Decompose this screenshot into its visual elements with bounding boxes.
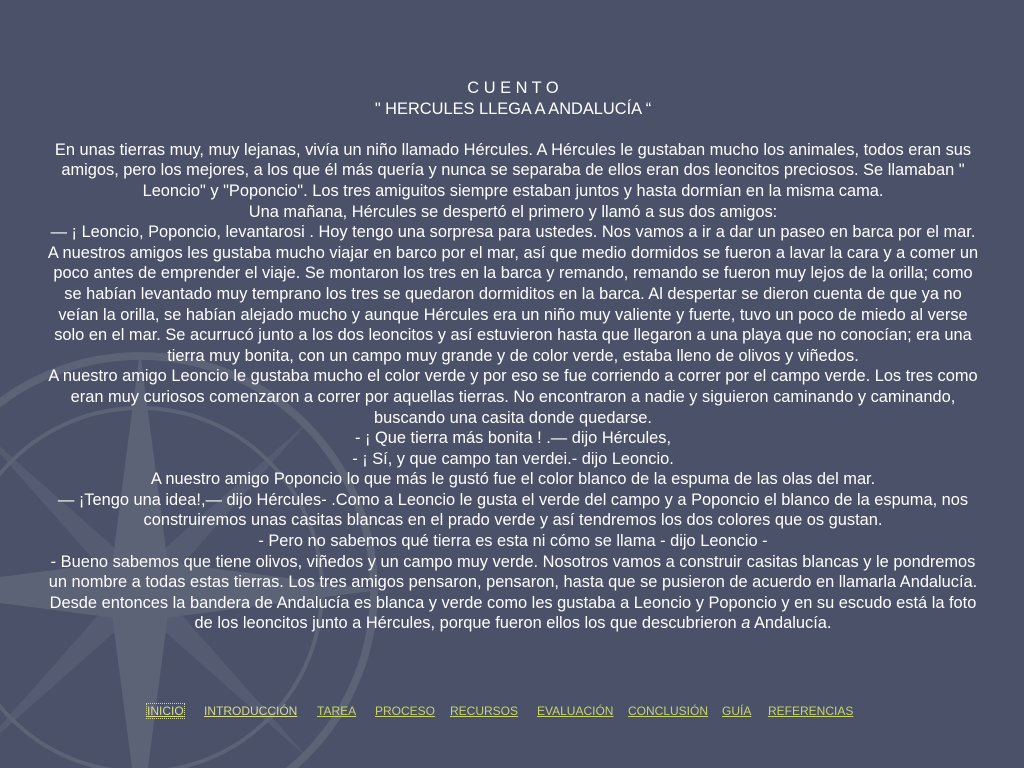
- story-paragraph: Una mañana, Hércules se despertó el primero y llamó a sus dos amigos:: [248, 202, 778, 221]
- story-final-italic: a: [741, 614, 751, 633]
- story-final-paragraph: [44, 552, 982, 634]
- story-title: " HERCULES LLEGA A ANDALUCÍA “: [374, 99, 652, 118]
- story-final-end: Andalucía.: [750, 614, 832, 633]
- story-paragraph: A nuestro amigo Leoncio le gustaba mucho el color verde y por eso se fue corriendo a correr por el campo verde. Los tres como eran muy curiosos comenzaron a correr por aquellas tierras. No encontraron a nadie y siguieron caminando y caminando, buscando una casita donde quedarse.: [48, 367, 978, 427]
- story-paragraph: A nuestros amigos les gustaba mucho viajar en barco por el mar, así que medio dormidos se fueron a lavar la cara y a comer un poco antes de emprender el viaje. Se montaron los tres en la barca y remando, remando se fueron muy lejos de la orilla; como se habían levantado muy temprano los tres se quedaron dormiditos en la barca. Al despertar se dieron cuenta de que ya no veían la orilla, se habían alejado mucho y aunque Hércules era un niño muy valiente y fuerte, tuvo un poco de miedo al verse solo en el mar. Se acurrucó junto a los dos leoncitos y así estuvieron hasta que llegaron a una playa que no conocían; era una tierra muy bonita, con un campo muy grande y de color verde, estaba lleno de olivos y viñedos.: [47, 243, 979, 365]
- nav-link-tarea[interactable]: TAREA: [317, 704, 357, 718]
- story-paragraph: A nuestro amigo Poponcio lo que más le gustó fue el color blanco de la espuma de las olas del mar.: [150, 470, 876, 489]
- nav-link-referencias[interactable]: REFERENCIAS: [768, 704, 854, 718]
- story-paragraph: - ¡ Que tierra más bonita ! .— dijo Hércules,: [354, 429, 672, 448]
- nav-link-guia[interactable]: GUÍA: [722, 704, 752, 718]
- story-paragraph: — ¡Tengo una idea!,— dijo Hércules- .Como a Leoncio le gusta el verde del campo y a Poponcio el blanco de la espuma, nos construiremos unas casitas blancas en el prado verde y así tendremos los dos colores que os gustan.: [57, 490, 969, 530]
- nav-link-conclusion[interactable]: CONCLUSIÓN: [628, 704, 709, 718]
- nav-link-evaluacion[interactable]: EVALUACIÓN: [537, 704, 614, 718]
- nav-link-introduccion[interactable]: INTRODUCCIÓN: [204, 704, 298, 718]
- story-paragraph: - ¡ Sí, y que campo tan verdei.- dijo Leoncio.: [352, 449, 674, 468]
- story-paragraph: — ¡ Leoncio, Poponcio, levantarosi . Hoy tengo una sorpresa para ustedes. Nos vamos a ir a dar un paseo en barca por el mar.: [50, 223, 976, 242]
- story-final-text: - Bueno sabemos que tiene olivos, viñedos y un campo muy verde. Nosotros vamos a construir casitas blancas y le pondremos un nombre a todas estas tierras. Los tres amigos pensaron, pensaron, hasta que se pusieron de acuerdo en llamarla Andalucía. Desde entonces la bandera de Andalucía es blanca y verde como les gustaba a Leoncio y Poponcio y en su escudo está la foto de los leoncitos junto a Hércules, porque fueron ellos los que descubrieron: [48, 552, 978, 633]
- nav-link-inicio[interactable]: INICIO: [147, 704, 184, 718]
- nav-link-proceso[interactable]: PROCESO: [375, 704, 436, 718]
- story-paragraph: En unas tierras muy, muy lejanas, vivía un niño llamado Hércules. A Hércules le gustaban mucho los animales, todos eran sus amigos, pero los mejores, a los que él más quería y nunca se separaba de ellos eran dos leoncitos preciosos. Se llamaban " Leoncio" y "Poponcio". Los tres amiguitos siempre estaban juntos y hasta dormían en la misma cama.: [54, 140, 972, 200]
- story-paragraph: - Pero no sabemos qué tierra es esta ni cómo se llama - dijo Leoncio -: [258, 532, 768, 551]
- nav-link-recursos[interactable]: RECURSOS: [450, 704, 519, 718]
- story-content: [44, 78, 982, 634]
- story-heading: C U E N T O: [467, 79, 559, 97]
- spacer: [44, 119, 982, 140]
